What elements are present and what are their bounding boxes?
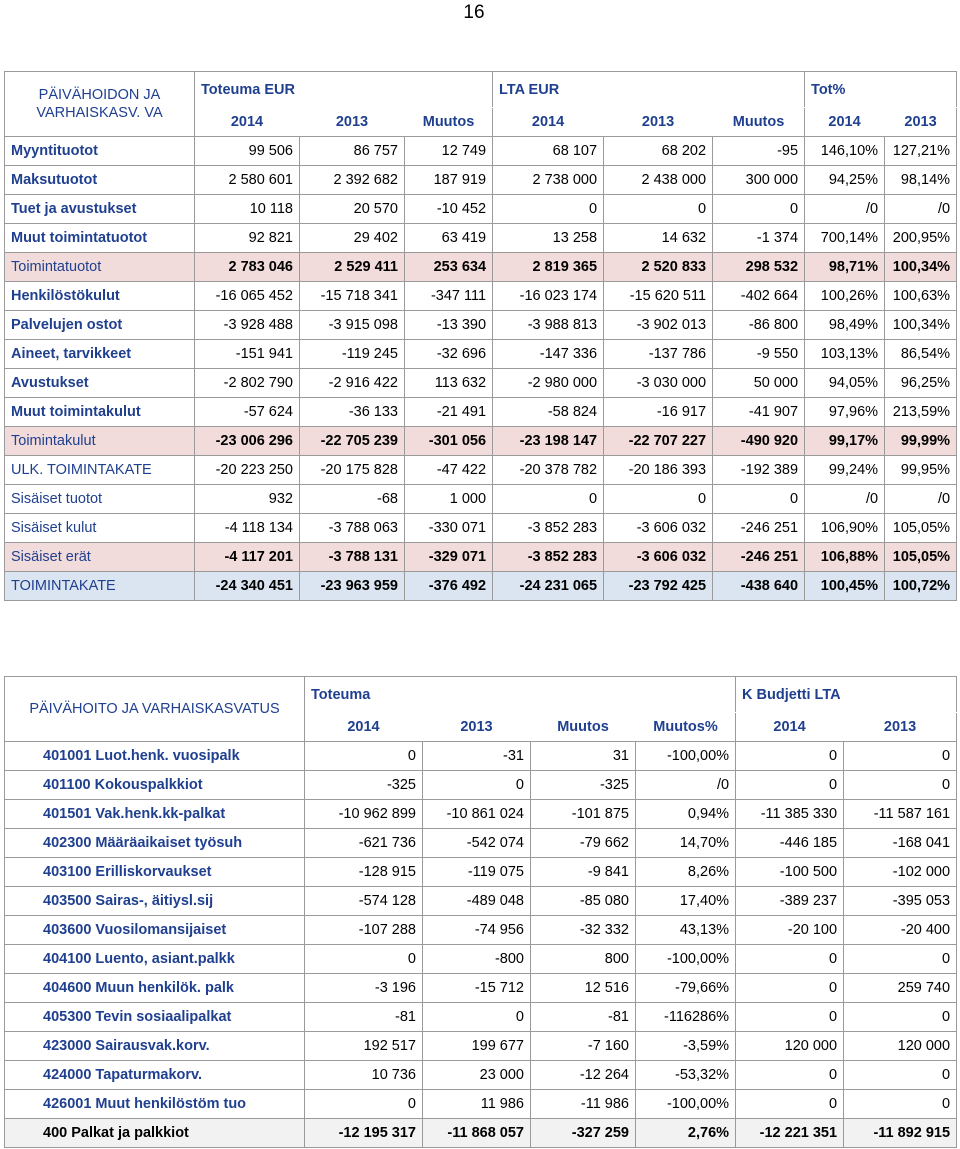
- cell: 12 749: [405, 137, 493, 166]
- cell: 259 740: [844, 974, 957, 1003]
- cell: -116286%: [636, 1003, 736, 1032]
- cell: 29 402: [300, 224, 405, 253]
- cell: 20 570: [300, 195, 405, 224]
- cell: 12 516: [531, 974, 636, 1003]
- cell: -101 875: [531, 800, 636, 829]
- cell: 0: [736, 1090, 844, 1119]
- salaries-table: [4, 676, 957, 1148]
- cell: /0: [885, 485, 957, 514]
- cell: -24 340 451: [195, 572, 300, 601]
- cell: 98,71%: [805, 253, 885, 282]
- cell: -147 336: [493, 340, 604, 369]
- cell: 146,10%: [805, 137, 885, 166]
- cell: 0,94%: [636, 800, 736, 829]
- cell: 68 107: [493, 137, 604, 166]
- cell: 106,90%: [805, 514, 885, 543]
- cell: -3 928 488: [195, 311, 300, 340]
- cell: 0: [713, 195, 805, 224]
- cell: -85 080: [531, 887, 636, 916]
- cell: -53,32%: [636, 1061, 736, 1090]
- cell: -12 221 351: [736, 1119, 844, 1148]
- subheader: 2013: [604, 108, 713, 137]
- cell: -330 071: [405, 514, 493, 543]
- cell: 0: [604, 485, 713, 514]
- table-row: [5, 800, 957, 829]
- cell: -3 852 283: [493, 543, 604, 572]
- cell: 0: [493, 195, 604, 224]
- cell: 192 517: [305, 1032, 423, 1061]
- cell: -58 824: [493, 398, 604, 427]
- cell: -20 400: [844, 916, 957, 945]
- table-row: [5, 398, 957, 427]
- cell: -16 023 174: [493, 282, 604, 311]
- cell: -3 788 131: [300, 543, 405, 572]
- cell: 127,21%: [885, 137, 957, 166]
- cell: 43,13%: [636, 916, 736, 945]
- cell: -21 491: [405, 398, 493, 427]
- cell: -74 956: [423, 916, 531, 945]
- group-header-budget: K Budjetti LTA: [736, 677, 957, 713]
- page-number: 16: [463, 2, 485, 23]
- cell: 86,54%: [885, 340, 957, 369]
- cell: -20 186 393: [604, 456, 713, 485]
- cell: 113 632: [405, 369, 493, 398]
- table-row: [5, 166, 957, 195]
- cell: -402 664: [713, 282, 805, 311]
- cell: -100,00%: [636, 742, 736, 771]
- cell: -246 251: [713, 514, 805, 543]
- table-row: [5, 887, 957, 916]
- group-header-toteuma: Toteuma: [305, 677, 736, 713]
- cell: -376 492: [405, 572, 493, 601]
- group-header-tot-percent: Tot%: [805, 72, 957, 108]
- subheader: Muutos: [531, 713, 636, 742]
- row-label: 403500 Sairas-, äitiysl.sij: [5, 887, 305, 916]
- cell: -32 332: [531, 916, 636, 945]
- cell: -79,66%: [636, 974, 736, 1003]
- cell: -329 071: [405, 543, 493, 572]
- cell: -81: [305, 1003, 423, 1032]
- cell: -23 792 425: [604, 572, 713, 601]
- cell: 98,49%: [805, 311, 885, 340]
- cell: 100,45%: [805, 572, 885, 601]
- subheader: 2014: [305, 713, 423, 742]
- subheader: Muutos: [405, 108, 493, 137]
- cell: -446 185: [736, 829, 844, 858]
- cell: -11 868 057: [423, 1119, 531, 1148]
- cell: 23 000: [423, 1061, 531, 1090]
- cell: 298 532: [713, 253, 805, 282]
- cell: /0: [805, 195, 885, 224]
- cell: 800: [531, 945, 636, 974]
- cell: 106,88%: [805, 543, 885, 572]
- cell: -395 053: [844, 887, 957, 916]
- table-row: [5, 427, 957, 456]
- cell: 0: [844, 1090, 957, 1119]
- cell: 100,63%: [885, 282, 957, 311]
- cell: -22 705 239: [300, 427, 405, 456]
- cell: 99,99%: [885, 427, 957, 456]
- cell: 105,05%: [885, 514, 957, 543]
- cell: -16 065 452: [195, 282, 300, 311]
- cell: -574 128: [305, 887, 423, 916]
- cell: 94,25%: [805, 166, 885, 195]
- cell: 2 529 411: [300, 253, 405, 282]
- cell: 0: [423, 1003, 531, 1032]
- cell: -10 962 899: [305, 800, 423, 829]
- row-label: 401100 Kokouspalkkiot: [5, 771, 305, 800]
- cell: 10 736: [305, 1061, 423, 1090]
- row-label: Sisäiset tuotot: [5, 485, 195, 514]
- row-label: TOIMINTAKATE: [5, 572, 195, 601]
- cell: -800: [423, 945, 531, 974]
- operating-margin-table: [4, 71, 957, 601]
- cell: -9 841: [531, 858, 636, 887]
- cell: -438 640: [713, 572, 805, 601]
- cell: 2 738 000: [493, 166, 604, 195]
- cell: -23 963 959: [300, 572, 405, 601]
- cell: -151 941: [195, 340, 300, 369]
- cell: 68 202: [604, 137, 713, 166]
- cell: -100 500: [736, 858, 844, 887]
- cell: 13 258: [493, 224, 604, 253]
- row-label: 404600 Muun henkilök. palk: [5, 974, 305, 1003]
- table-row: [5, 224, 957, 253]
- cell: 99,24%: [805, 456, 885, 485]
- cell: -325: [305, 771, 423, 800]
- cell: 2 520 833: [604, 253, 713, 282]
- cell: 1 000: [405, 485, 493, 514]
- cell: 0: [713, 485, 805, 514]
- cell: -347 111: [405, 282, 493, 311]
- cell: -3 606 032: [604, 543, 713, 572]
- cell: 0: [844, 771, 957, 800]
- cell: -31: [423, 742, 531, 771]
- table-row: [5, 195, 957, 224]
- cell: -4 117 201: [195, 543, 300, 572]
- table-row: [5, 1061, 957, 1090]
- cell: 0: [604, 195, 713, 224]
- cell: -621 736: [305, 829, 423, 858]
- row-label: Muut toimintatuotot: [5, 224, 195, 253]
- table2-title: PÄIVÄHOITO JA VARHAISKASVATUS: [5, 677, 305, 742]
- cell: -13 390: [405, 311, 493, 340]
- row-label: 401501 Vak.henk.kk-palkat: [5, 800, 305, 829]
- cell: 120 000: [736, 1032, 844, 1061]
- cell: -20 223 250: [195, 456, 300, 485]
- cell: 0: [844, 742, 957, 771]
- row-label: 426001 Muut henkilöstöm tuo: [5, 1090, 305, 1119]
- cell: 8,26%: [636, 858, 736, 887]
- row-label: 403100 Erilliskorvaukset: [5, 858, 305, 887]
- cell: 0: [736, 771, 844, 800]
- cell: -3 196: [305, 974, 423, 1003]
- table-row: [5, 456, 957, 485]
- cell: -3 030 000: [604, 369, 713, 398]
- table-row: [5, 1032, 957, 1061]
- row-label: 423000 Sairausvak.korv.: [5, 1032, 305, 1061]
- cell: 98,14%: [885, 166, 957, 195]
- cell: -192 389: [713, 456, 805, 485]
- cell: 253 634: [405, 253, 493, 282]
- cell: 99,17%: [805, 427, 885, 456]
- table-row: [5, 916, 957, 945]
- cell: -23 006 296: [195, 427, 300, 456]
- table-row: [5, 572, 957, 601]
- row-label: Maksutuotot: [5, 166, 195, 195]
- cell: -68: [300, 485, 405, 514]
- table-row: [5, 1003, 957, 1032]
- cell: 0: [305, 945, 423, 974]
- cell: -24 231 065: [493, 572, 604, 601]
- cell: -489 048: [423, 887, 531, 916]
- row-label: Myyntituotot: [5, 137, 195, 166]
- cell: -3,59%: [636, 1032, 736, 1061]
- row-label: 402300 Määräaikaiset työsuh: [5, 829, 305, 858]
- cell: -12 264: [531, 1061, 636, 1090]
- cell: 120 000: [844, 1032, 957, 1061]
- cell: 213,59%: [885, 398, 957, 427]
- cell: -7 160: [531, 1032, 636, 1061]
- cell: -4 118 134: [195, 514, 300, 543]
- cell: -10 861 024: [423, 800, 531, 829]
- cell: -11 892 915: [844, 1119, 957, 1148]
- cell: -100,00%: [636, 1090, 736, 1119]
- cell: -3 606 032: [604, 514, 713, 543]
- row-label: 403600 Vuosilomansijaiset: [5, 916, 305, 945]
- cell: 0: [493, 485, 604, 514]
- cell: 14,70%: [636, 829, 736, 858]
- cell: 17,40%: [636, 887, 736, 916]
- table-row: [5, 1090, 957, 1119]
- table-row: [5, 742, 957, 771]
- row-label: Toimintakulut: [5, 427, 195, 456]
- subheader: 2014: [195, 108, 300, 137]
- cell: 96,25%: [885, 369, 957, 398]
- cell: -11 986: [531, 1090, 636, 1119]
- cell: 0: [736, 742, 844, 771]
- table-row: [5, 829, 957, 858]
- cell: -16 917: [604, 398, 713, 427]
- cell: -15 712: [423, 974, 531, 1003]
- cell: -12 195 317: [305, 1119, 423, 1148]
- cell: 99,95%: [885, 456, 957, 485]
- table-row: [5, 340, 957, 369]
- cell: -95: [713, 137, 805, 166]
- row-label: Sisäiset erät: [5, 543, 195, 572]
- table-row: [5, 311, 957, 340]
- row-label: Sisäiset kulut: [5, 514, 195, 543]
- cell: 0: [423, 771, 531, 800]
- cell: 100,34%: [885, 253, 957, 282]
- cell: 100,26%: [805, 282, 885, 311]
- cell: -15 620 511: [604, 282, 713, 311]
- cell: -20 100: [736, 916, 844, 945]
- cell: -81: [531, 1003, 636, 1032]
- cell: -9 550: [713, 340, 805, 369]
- cell: 187 919: [405, 166, 493, 195]
- cell: 100,34%: [885, 311, 957, 340]
- group-header-lta: LTA EUR: [493, 72, 805, 108]
- subheader: 2013: [423, 713, 531, 742]
- cell: -32 696: [405, 340, 493, 369]
- cell: 0: [305, 1090, 423, 1119]
- table-row: [5, 369, 957, 398]
- cell: -47 422: [405, 456, 493, 485]
- cell: -86 800: [713, 311, 805, 340]
- cell: -3 852 283: [493, 514, 604, 543]
- row-label: Toimintatuotot: [5, 253, 195, 282]
- table-row: [5, 485, 957, 514]
- cell: 0: [736, 974, 844, 1003]
- subheader: 2014: [736, 713, 844, 742]
- cell: 200,95%: [885, 224, 957, 253]
- row-label: 405300 Tevin sosiaalipalkat: [5, 1003, 305, 1032]
- group-header-toteuma: Toteuma EUR: [195, 72, 493, 108]
- table1-title: PÄIVÄHOIDON JA VARHAISKASV. VA: [5, 72, 195, 137]
- cell: 11 986: [423, 1090, 531, 1119]
- cell: -2 980 000: [493, 369, 604, 398]
- cell: 99 506: [195, 137, 300, 166]
- cell: -36 133: [300, 398, 405, 427]
- cell: 50 000: [713, 369, 805, 398]
- cell: -57 624: [195, 398, 300, 427]
- cell: -11 385 330: [736, 800, 844, 829]
- cell: -119 245: [300, 340, 405, 369]
- cell: /0: [885, 195, 957, 224]
- subheader: 2014: [805, 108, 885, 137]
- row-label: Palvelujen ostot: [5, 311, 195, 340]
- cell: -3 988 813: [493, 311, 604, 340]
- cell: 63 419: [405, 224, 493, 253]
- cell: -246 251: [713, 543, 805, 572]
- row-label: Aineet, tarvikkeet: [5, 340, 195, 369]
- cell: -3 788 063: [300, 514, 405, 543]
- row-label: Tuet ja avustukset: [5, 195, 195, 224]
- cell: 94,05%: [805, 369, 885, 398]
- cell: 2 438 000: [604, 166, 713, 195]
- cell: -15 718 341: [300, 282, 405, 311]
- subheader: Muutos: [713, 108, 805, 137]
- cell: 0: [844, 1061, 957, 1090]
- table-row: [5, 771, 957, 800]
- cell: 103,13%: [805, 340, 885, 369]
- cell: -490 920: [713, 427, 805, 456]
- table-row: [5, 1119, 957, 1148]
- cell: 0: [736, 945, 844, 974]
- subheader: 2013: [300, 108, 405, 137]
- row-label: Muut toimintakulut: [5, 398, 195, 427]
- row-label: 401001 Luot.henk. vuosipalk: [5, 742, 305, 771]
- cell: 10 118: [195, 195, 300, 224]
- subheader: 2014: [493, 108, 604, 137]
- cell: -1 374: [713, 224, 805, 253]
- row-label: Avustukset: [5, 369, 195, 398]
- table-row: [5, 137, 957, 166]
- cell: 0: [736, 1061, 844, 1090]
- cell: -10 452: [405, 195, 493, 224]
- table-row: [5, 514, 957, 543]
- cell: 31: [531, 742, 636, 771]
- cell: -79 662: [531, 829, 636, 858]
- cell: -20 175 828: [300, 456, 405, 485]
- row-label: 424000 Tapaturmakorv.: [5, 1061, 305, 1090]
- table-row: [5, 543, 957, 572]
- cell: -327 259: [531, 1119, 636, 1148]
- cell: 300 000: [713, 166, 805, 195]
- row-label: ULK. TOIMINTAKATE: [5, 456, 195, 485]
- cell: /0: [805, 485, 885, 514]
- cell: 2 580 601: [195, 166, 300, 195]
- cell: -389 237: [736, 887, 844, 916]
- salaries-table-body: [5, 677, 957, 1148]
- cell: 199 677: [423, 1032, 531, 1061]
- cell: 0: [844, 945, 957, 974]
- cell: -325: [531, 771, 636, 800]
- cell: 2,76%: [636, 1119, 736, 1148]
- cell: -3 915 098: [300, 311, 405, 340]
- cell: -542 074: [423, 829, 531, 858]
- cell: 86 757: [300, 137, 405, 166]
- cell: 14 632: [604, 224, 713, 253]
- cell: 0: [736, 1003, 844, 1032]
- cell: -23 198 147: [493, 427, 604, 456]
- cell: 2 392 682: [300, 166, 405, 195]
- cell: -107 288: [305, 916, 423, 945]
- cell: -41 907: [713, 398, 805, 427]
- cell: 105,05%: [885, 543, 957, 572]
- cell: -20 378 782: [493, 456, 604, 485]
- table-row: [5, 945, 957, 974]
- subheader: 2013: [885, 108, 957, 137]
- operating-margin-table-body: [5, 72, 957, 601]
- cell: -137 786: [604, 340, 713, 369]
- cell: 700,14%: [805, 224, 885, 253]
- subheader: Muutos%: [636, 713, 736, 742]
- subheader: 2013: [844, 713, 957, 742]
- row-label: 400 Palkat ja palkkiot: [5, 1119, 305, 1148]
- cell: /0: [636, 771, 736, 800]
- cell: -128 915: [305, 858, 423, 887]
- cell: -2 916 422: [300, 369, 405, 398]
- cell: -2 802 790: [195, 369, 300, 398]
- row-label: Henkilöstökulut: [5, 282, 195, 311]
- cell: -100,00%: [636, 945, 736, 974]
- cell: 92 821: [195, 224, 300, 253]
- cell: 2 819 365: [493, 253, 604, 282]
- cell: -102 000: [844, 858, 957, 887]
- table-row: [5, 858, 957, 887]
- cell: -22 707 227: [604, 427, 713, 456]
- cell: 0: [844, 1003, 957, 1032]
- cell: -301 056: [405, 427, 493, 456]
- cell: 100,72%: [885, 572, 957, 601]
- table-row: [5, 974, 957, 1003]
- table-row: [5, 253, 957, 282]
- cell: 932: [195, 485, 300, 514]
- row-label: 404100 Luento, asiant.palkk: [5, 945, 305, 974]
- cell: -168 041: [844, 829, 957, 858]
- table-row: [5, 282, 957, 311]
- cell: -11 587 161: [844, 800, 957, 829]
- cell: 97,96%: [805, 398, 885, 427]
- cell: -3 902 013: [604, 311, 713, 340]
- cell: 2 783 046: [195, 253, 300, 282]
- cell: -119 075: [423, 858, 531, 887]
- cell: 0: [305, 742, 423, 771]
